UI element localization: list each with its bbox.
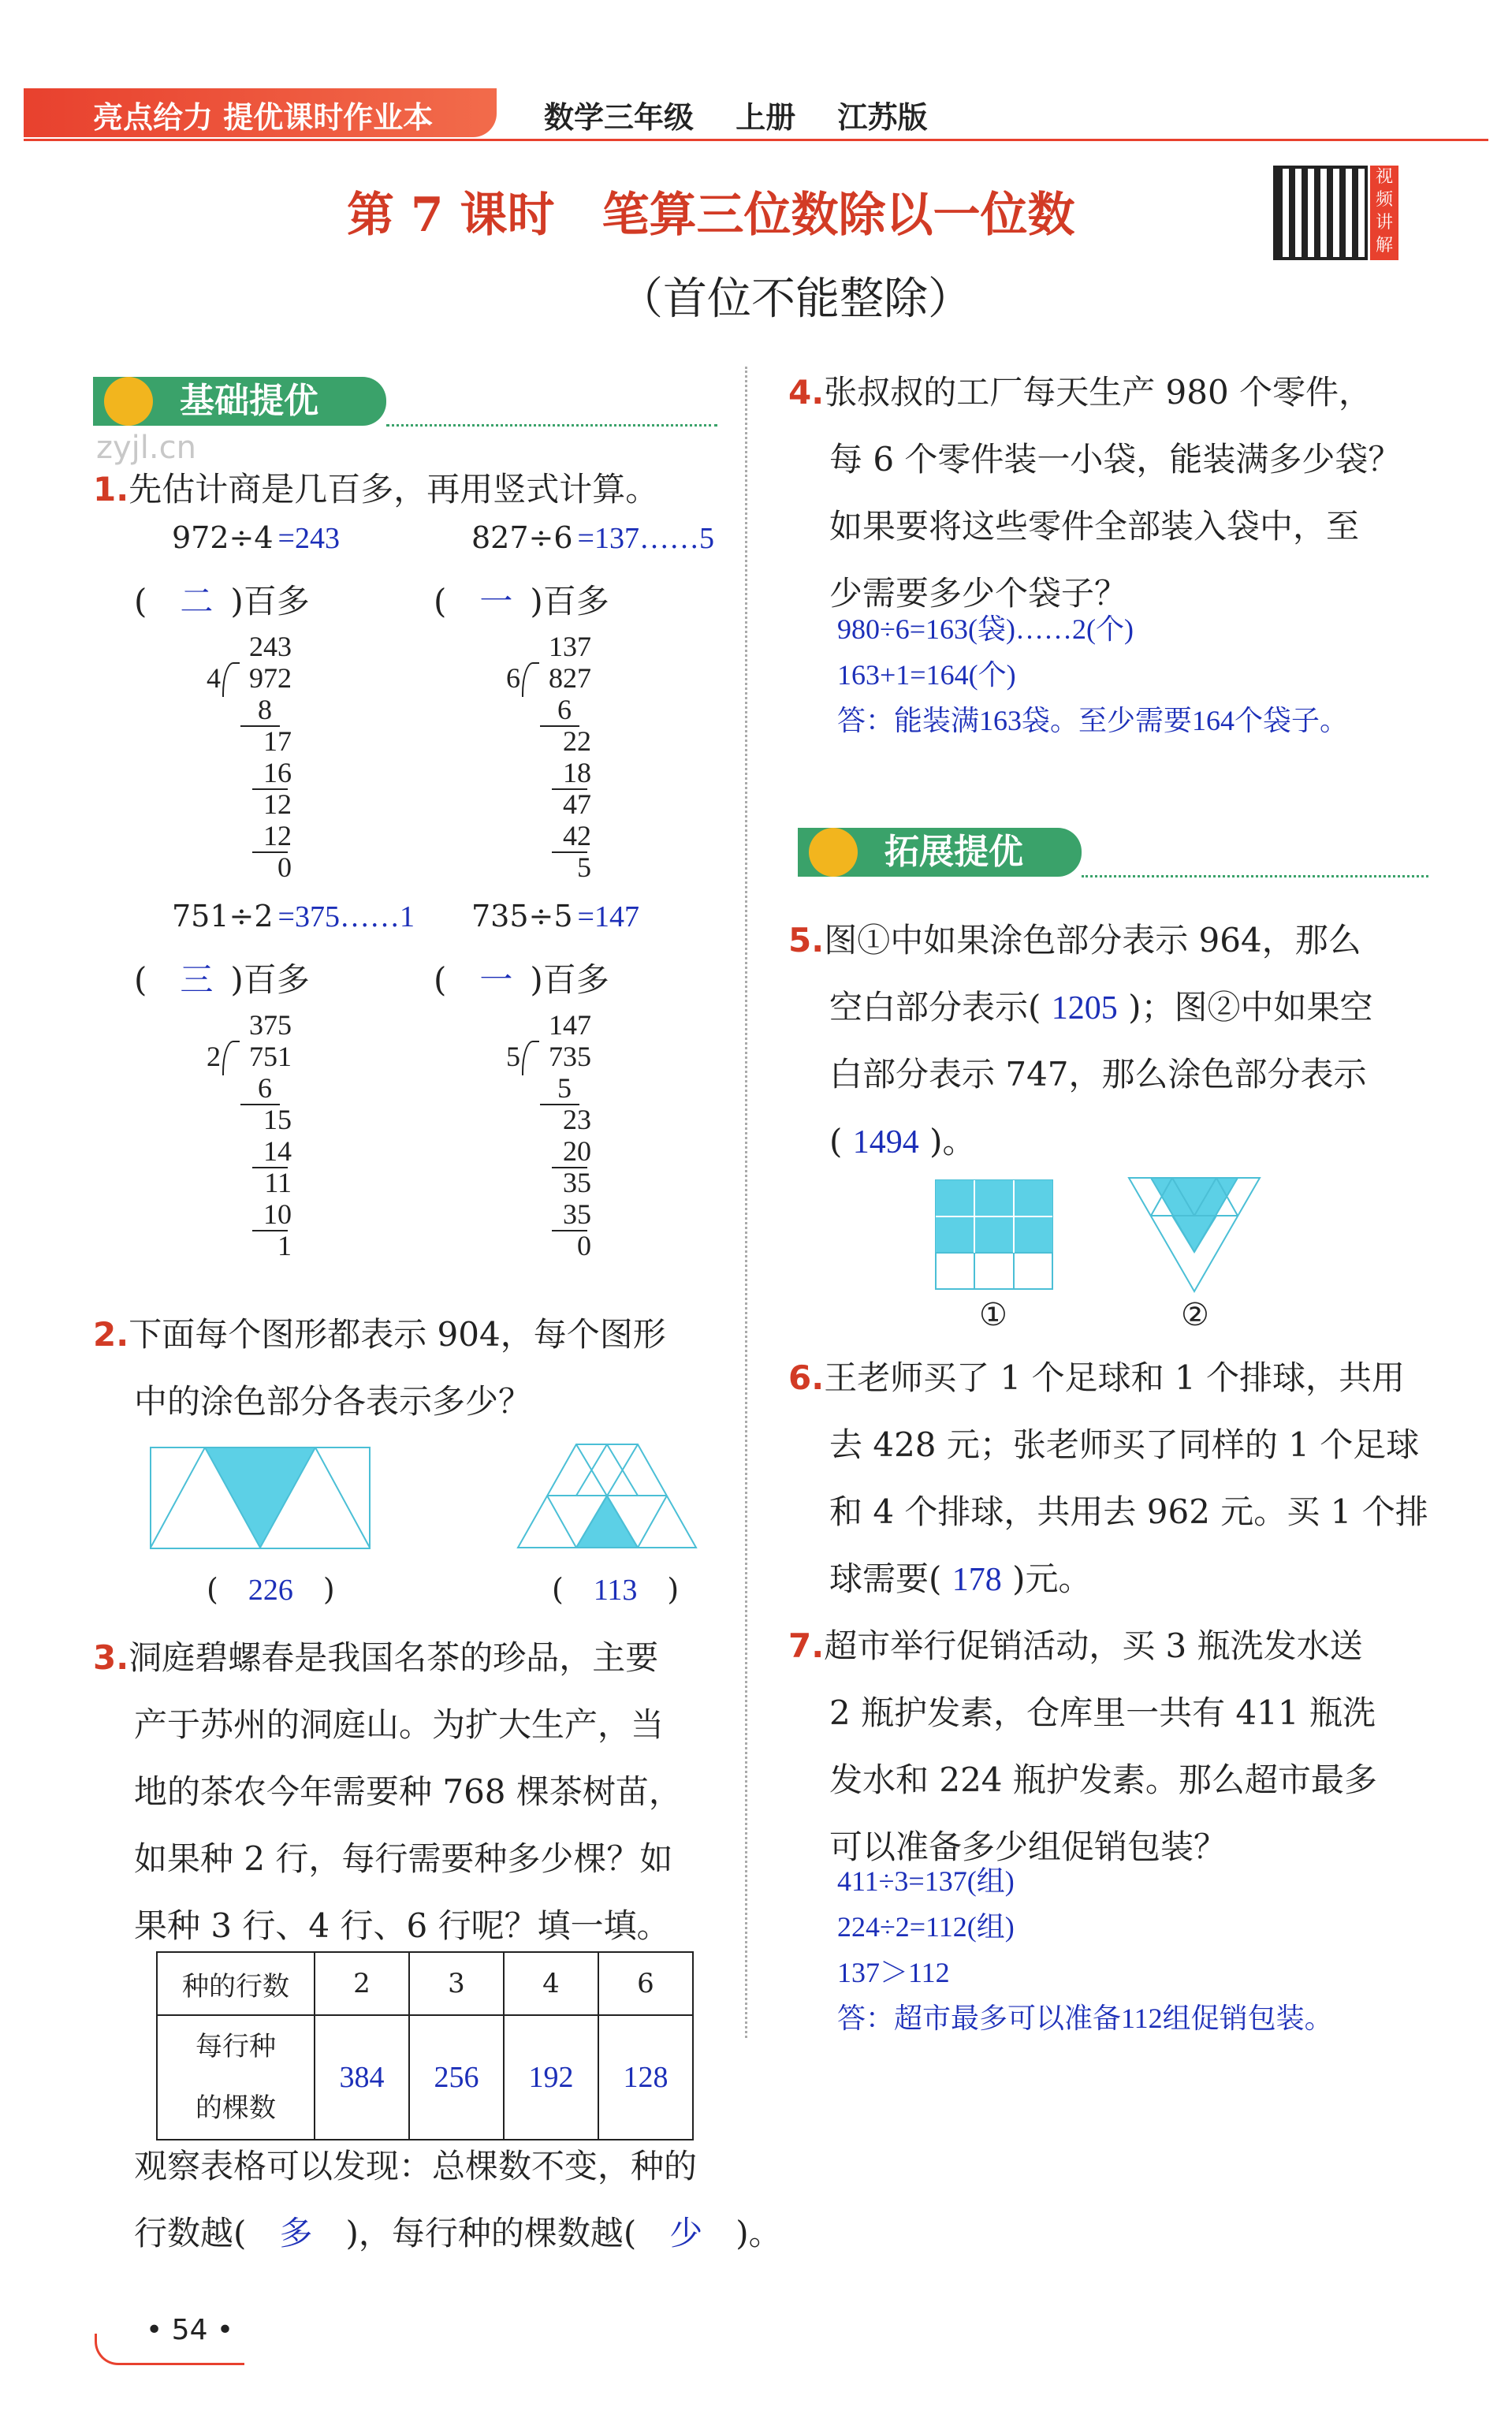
q3-line <box>134 1900 670 1947</box>
q7-line <box>788 1620 1363 1667</box>
q6-text4b: )元。 <box>1012 1559 1092 1598</box>
q3-table-col: 6 <box>598 1952 693 2015</box>
q6-text1: 王老师买了 1 个足球和 1 个排球，共用 <box>824 1358 1406 1397</box>
q3-observation1: 观察表格可以发现：总棵数不变，种的 <box>134 2147 698 2185</box>
q1-estimate: ( 一 )百多 <box>434 960 609 999</box>
q3-text: 产于苏州的洞庭山。为扩大生产，当 <box>134 1705 665 1744</box>
q2-answer2-value: 113 <box>593 1574 638 1607</box>
q4-answer-line: 163+1=164(个) <box>837 659 1016 691</box>
page-number: • 54 • <box>146 2314 234 2346</box>
table-row <box>157 2015 693 2140</box>
q1-step: 12 <box>263 788 292 820</box>
q1-divisor: 2 <box>207 1041 221 1072</box>
q3-obs-answer2: 少 <box>669 2216 703 2252</box>
q1-dividend: 751 <box>249 1041 292 1072</box>
q1-step: 47 <box>563 788 591 820</box>
q5-figure-triangle <box>1127 1176 1261 1293</box>
q5-answer1: 1205 <box>1051 990 1118 1026</box>
q5-text2b: )；图②中如果空 <box>1128 988 1373 1026</box>
gear-icon <box>104 377 153 426</box>
q4-number: 4. <box>788 373 825 412</box>
q1-estimate-value: 一 <box>479 963 513 999</box>
q3-table-value: 256 <box>409 2015 504 2140</box>
q1-estimate-suffix: )百多 <box>530 582 609 620</box>
section-basic-label: 基础提优 <box>180 381 318 421</box>
q1-step: 15 <box>263 1104 292 1135</box>
q4-line <box>829 434 1401 481</box>
q2-text1: 下面每个图形都表示 904，每个图形 <box>128 1315 666 1354</box>
q1-expr: 972÷4 <box>172 520 274 555</box>
q7-line <box>829 1687 1376 1734</box>
q1-step: 16 <box>263 757 292 788</box>
section-basic-rule <box>386 424 717 427</box>
q4-answer-line: 答：能装满163袋。至少需要164个袋子。 <box>837 705 1349 736</box>
q4-text: 如果要将这些零件全部装入袋中，至 <box>829 507 1360 546</box>
table-row <box>157 1952 693 2015</box>
q1-step: 14 <box>263 1135 292 1167</box>
q5-figure-grid <box>934 1179 1054 1291</box>
q3-table-h2b: 的棵数 <box>196 2092 276 2124</box>
q1-estimate: ( 三 )百多 <box>134 960 310 999</box>
q2-answer1: ( 226 ) <box>207 1572 335 1607</box>
q3-line <box>134 1766 682 1813</box>
q1-result: =375……1 <box>277 900 415 933</box>
q3-text: 果种 3 行、4 行、6 行呢？填一填。 <box>134 1906 670 1945</box>
book-info: 数学三年级 上册 江苏版 <box>544 100 928 135</box>
q3-line <box>93 1632 658 1679</box>
q3-text: 地的茶农今年需要种 768 棵茶树苗， <box>134 1772 682 1811</box>
q5-line2 <box>829 982 1373 1029</box>
q1-expression <box>172 899 415 934</box>
q3-obs2c: )。 <box>736 2214 782 2252</box>
q3-table-h2a: 每行种 <box>196 2031 276 2062</box>
q1-division-bracket <box>222 1041 240 1075</box>
q1-step: 6 <box>557 694 572 725</box>
q1-step: 20 <box>563 1135 591 1167</box>
series-title: 亮点给力 提优课时作业本 <box>93 100 434 135</box>
q1-division-bracket <box>522 1041 539 1075</box>
q4-line <box>788 367 1372 414</box>
q1-step: 35 <box>563 1198 591 1230</box>
q3-table-col: 3 <box>409 1952 504 2015</box>
q1-step: 10 <box>263 1198 292 1230</box>
q1-step: 35 <box>563 1167 591 1198</box>
q2-number: 2. <box>93 1315 129 1354</box>
q1-step: 8 <box>258 694 272 725</box>
q3-number: 3. <box>93 1638 129 1677</box>
q5-number: 5. <box>788 921 825 959</box>
q1-dividend: 735 <box>549 1041 591 1072</box>
q1-estimate-suffix: )百多 <box>530 960 609 999</box>
q1-step: 0 <box>277 851 292 883</box>
q1-step: 18 <box>563 757 591 788</box>
q1-step: 0 <box>577 1230 591 1261</box>
q5-line4 <box>829 1116 976 1163</box>
q6-line1 <box>788 1352 1405 1399</box>
q1-result: =243 <box>277 522 340 555</box>
q5-text1: 图①中如果涂色部分表示 964，那么 <box>824 921 1361 959</box>
q1-estimate-value: 三 <box>180 963 214 999</box>
q1-dividend: 972 <box>249 662 292 694</box>
watermark: zyjl.cn <box>96 430 196 466</box>
q3-text: 洞庭碧螺春是我国名茶的珍品，主要 <box>128 1638 659 1677</box>
q3-table-col: 4 <box>504 1952 598 2015</box>
q1-prompt: 先估计商是几百多，再用竖式计算。 <box>128 470 659 509</box>
q5-text2a: 空白部分表示( <box>829 988 1041 1026</box>
q6-text4a: 球需要( <box>829 1559 942 1598</box>
q1-division-bracket <box>522 662 539 697</box>
q3-obs-answer1: 多 <box>279 2216 313 2252</box>
q2-line2: 中的涂色部分各表示多少？ <box>134 1382 532 1421</box>
section-extend-rule <box>1082 875 1428 877</box>
q3-table-header-rows: 种的行数 <box>157 1952 315 2015</box>
q2-figure-rect <box>150 1447 371 1549</box>
trophy-icon <box>809 828 858 877</box>
q3-line <box>134 1833 672 1880</box>
q6-number: 6. <box>788 1358 825 1397</box>
q1-divisor: 6 <box>506 662 520 694</box>
q3-table-value: 384 <box>315 2015 409 2140</box>
q1-step: 5 <box>577 851 591 883</box>
q1-quotient: 147 <box>549 1009 591 1041</box>
q6-line2: 去 428 元；张老师买了同样的 1 个足球 <box>829 1425 1420 1464</box>
q1-number: 1. <box>93 470 129 509</box>
q1-step: 11 <box>264 1167 292 1198</box>
q1-step: 42 <box>563 820 591 851</box>
q5-figure1-label: ① <box>979 1297 1007 1333</box>
q3-table-value: 192 <box>504 2015 598 2140</box>
q5-answer2: 1494 <box>852 1124 919 1161</box>
q1-expression <box>471 520 714 556</box>
q1-expr: 751÷2 <box>172 899 274 933</box>
q1-estimate-suffix: )百多 <box>230 960 310 999</box>
q7-answer-line: 224÷2=112(组) <box>837 1911 1015 1943</box>
q1-dividend: 827 <box>549 662 591 694</box>
section-basic-badge <box>93 377 386 426</box>
q1-result: =147 <box>577 900 639 933</box>
q1-step: 1 <box>277 1230 292 1261</box>
q5-line3: 白部分表示 747，那么涂色部分表示 <box>829 1055 1367 1094</box>
q7-text: 可以准备多少组促销包装？ <box>829 1827 1227 1866</box>
q3-text: 如果种 2 行，每行需要种多少棵？如 <box>134 1839 673 1878</box>
q1-expr: 735÷5 <box>471 899 573 933</box>
q5-line1 <box>788 915 1361 962</box>
q7-text: 超市举行促销活动，买 3 瓶洗发水送 <box>824 1626 1363 1665</box>
q1-text <box>93 464 658 511</box>
q1-estimate-value: 二 <box>180 584 214 620</box>
section-extend-label: 拓展提优 <box>884 832 1023 872</box>
qr-code-icon[interactable] <box>1273 166 1368 260</box>
q5-text4a: ( <box>829 1122 843 1161</box>
q6-line3: 和 4 个排球，共用去 962 元。买 1 个排 <box>829 1492 1428 1531</box>
q4-text: 每 6 个零件装一小袋，能装满多少袋？ <box>829 440 1402 479</box>
q4-answer-line: 980÷6=163(袋)……2(个) <box>837 613 1134 645</box>
q1-step: 23 <box>563 1104 591 1135</box>
q1-estimate: ( 二 )百多 <box>134 582 310 620</box>
q4-text: 少需要多少个袋子？ <box>829 574 1128 613</box>
q1-estimate-suffix: )百多 <box>230 582 310 620</box>
q3-obs2a: 行数越( <box>134 2214 247 2252</box>
q5-text4b: )。 <box>929 1122 976 1161</box>
lesson-subtitle: （首位不能整除） <box>619 274 972 325</box>
q1-step: 22 <box>563 725 591 757</box>
q1-divisor: 5 <box>506 1041 520 1072</box>
q7-line <box>829 1754 1377 1801</box>
q3-table-value: 128 <box>598 2015 693 2140</box>
q7-answer-line: 答：超市最多可以准备112组促销包装。 <box>837 2003 1333 2034</box>
q7-answer-line: 411÷3=137(组) <box>837 1865 1015 1897</box>
q2-line1 <box>93 1309 666 1356</box>
q2-answer2: ( 113 ) <box>552 1572 680 1607</box>
q5-figure2-label: ② <box>1181 1297 1209 1333</box>
section-extend-badge <box>798 828 1082 877</box>
q1-result: =137……5 <box>577 522 714 555</box>
q6-answer: 178 <box>952 1562 1002 1598</box>
q1-expression <box>471 899 639 934</box>
q1-expr: 827÷6 <box>471 520 573 555</box>
q3-line <box>134 1699 664 1746</box>
q3-table-header-count <box>157 2015 315 2140</box>
q1-quotient: 243 <box>249 631 292 662</box>
q3-obs2b: )，每行种的棵数越( <box>345 2214 637 2252</box>
q3-observation2 <box>134 2207 782 2255</box>
q1-expression <box>172 520 340 556</box>
video-tag: 视频讲解 <box>1370 166 1398 260</box>
q1-step: 12 <box>263 820 292 851</box>
q7-number: 7. <box>788 1626 825 1665</box>
column-divider <box>745 367 747 2038</box>
q3-table <box>156 1951 694 2140</box>
header-rule <box>24 139 1488 141</box>
q1-step: 5 <box>557 1072 572 1104</box>
q1-step: 17 <box>263 725 292 757</box>
lesson-title <box>347 177 1075 245</box>
q7-text: 发水和 224 瓶护发素。那么超市最多 <box>829 1760 1377 1799</box>
q2-answer1-value: 226 <box>248 1574 293 1607</box>
q7-text: 2 瓶护发素，仓库里一共有 411 瓶洗 <box>829 1693 1376 1732</box>
q1-estimate: ( 一 )百多 <box>434 582 609 620</box>
q1-estimate-value: 一 <box>479 584 513 620</box>
q1-step: 6 <box>258 1072 272 1104</box>
lesson-title-text: 第 7 课时 笔算三位数除以一位数 <box>347 188 1075 243</box>
q6-line4 <box>829 1553 1092 1600</box>
q1-quotient: 375 <box>249 1009 292 1041</box>
q1-divisor: 4 <box>207 662 221 694</box>
q1-quotient: 137 <box>549 631 591 662</box>
q7-answer-line: 137＞112 <box>837 1957 950 1988</box>
q4-line <box>829 501 1359 548</box>
q4-text: 张叔叔的工厂每天生产 980 个零件， <box>824 373 1372 412</box>
q2-figure-trapezoid <box>516 1443 698 1549</box>
q3-table-col: 2 <box>315 1952 409 2015</box>
q1-division-bracket <box>222 662 240 697</box>
